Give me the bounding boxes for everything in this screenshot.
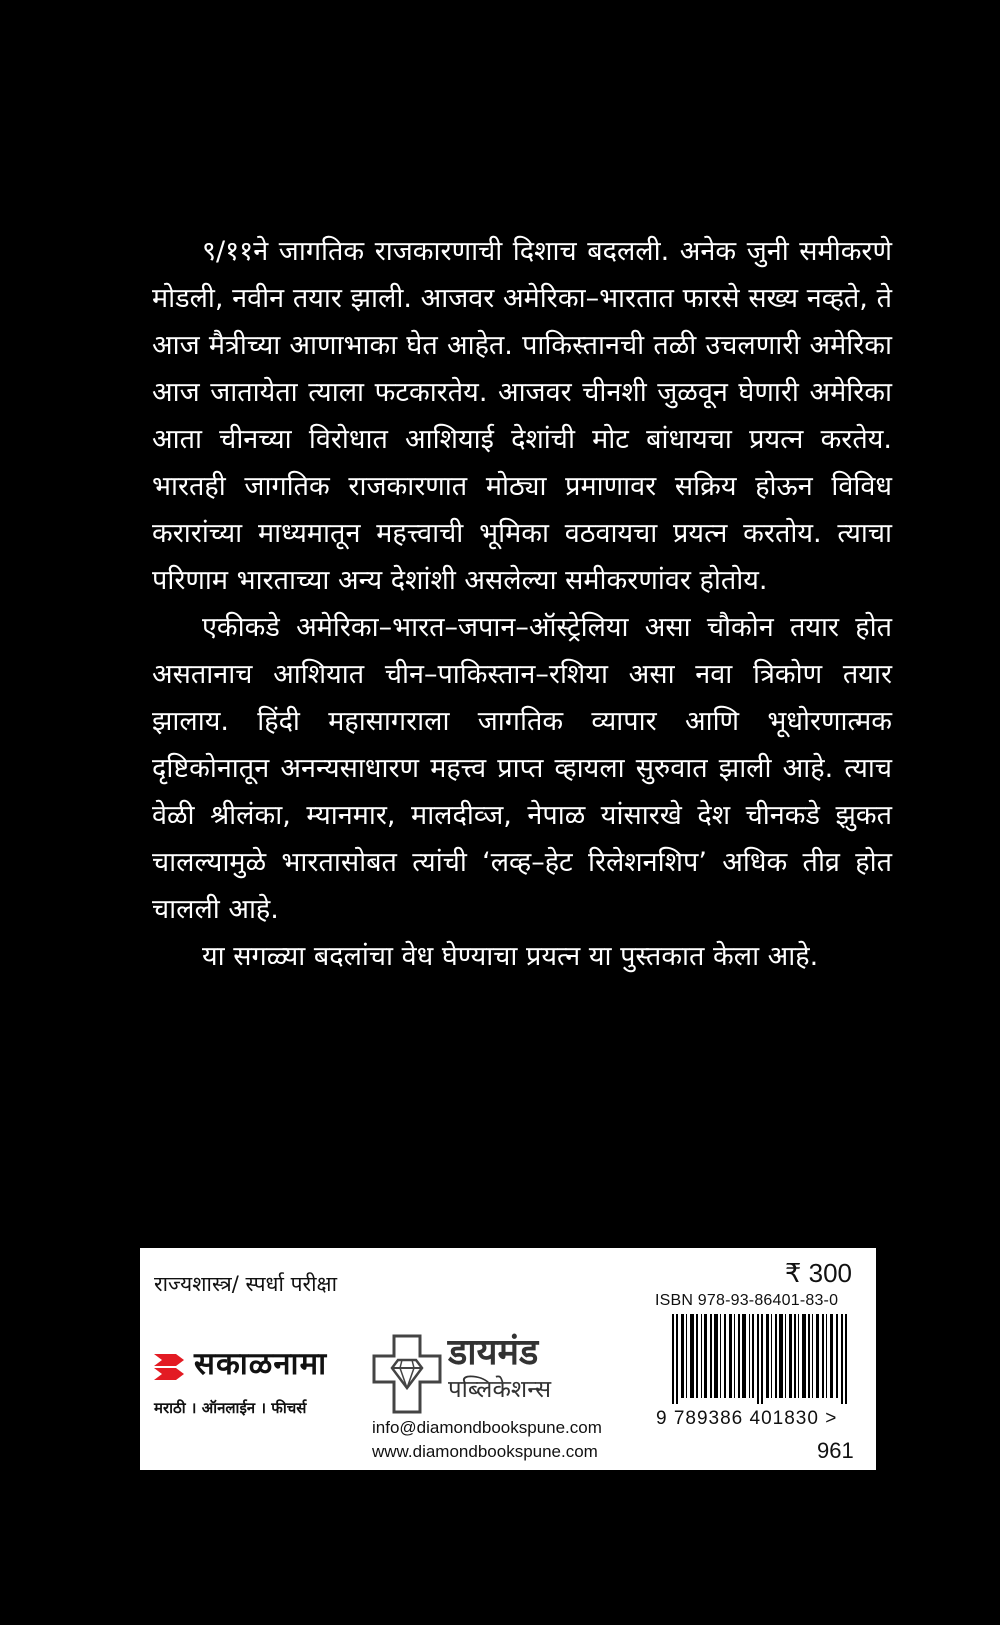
category-label: राज्यशास्त्र/ स्पर्धा परीक्षा xyxy=(154,1272,338,1296)
price-label: ₹ 300 xyxy=(784,1258,852,1288)
barcode-digits: 9 789386 401830 > xyxy=(656,1408,838,1429)
publisher-info-panel xyxy=(140,1248,876,1470)
blurb-paragraph-2: एकीकडे अमेरिका–भारत–जपान–ऑस्ट्रेलिया असा चौकोन तयार होत असतानाच आशियात चीन–पाकिस्तान–रशिया असा नवा त्रिकोण तयार झालाय. हिंदी महासागराला जागतिक व्यापार आणि भूधोरणात्मक दृष्टिकोनातून अनन्यसाधारण महत्त्व प्राप्त व्हायला सुरुवात झाली आहे. त्याच वेळी श्रीलंका, म्यानमार, मालदीव्ज, नेपाळ यांसारखे देश चीनकडे झुकत चालल्यामुळे भारतासोबत त्यांची ‘लव्ह–हेट रिलेशनशिप’ अधिक तीव्र होत चालली आहे. xyxy=(152,612,892,925)
barcode xyxy=(672,1314,847,1404)
publisher-website: www.diamondbookspune.com xyxy=(372,1442,598,1461)
diamond-icon xyxy=(372,1334,442,1414)
sakal-logo-tagline: मराठी । ऑनलाईन । फीचर्स xyxy=(154,1399,307,1417)
diamond-publications-logo xyxy=(372,1332,642,1422)
sakal-nama-logo xyxy=(154,1346,364,1416)
publisher-email: info@diamondbookspune.com xyxy=(372,1418,602,1437)
isbn-label: ISBN 978-93-86401-83-0 xyxy=(655,1292,839,1309)
diamond-logo-subtitle: पब्लिकेशन्स xyxy=(448,1375,552,1403)
price-code: 961 xyxy=(817,1438,854,1463)
diamond-logo-name: डायमंड xyxy=(448,1332,539,1373)
blurb-paragraph-3: या सगळ्या बदलांचा वेध घेण्याचा प्रयत्न या पुस्तकात केला आहे. xyxy=(202,941,819,972)
back-cover-blurb xyxy=(152,228,892,980)
sakal-arrow-icon xyxy=(154,1350,188,1384)
sakal-logo-name: सकाळनामा xyxy=(194,1346,328,1382)
blurb-paragraph-1: ९/११ने जागतिक राजकारणाची दिशाच बदलली. अनेक जुनी समीकरणे मोडली, नवीन तयार झाली. आजवर अमेरिका–भारतात फारसे सख्य नव्हते, ते आज मैत्रीच्या आणाभाका घेत आहेत. पाकिस्तानची तळी उचलणारी अमेरिका आज जातायेता त्याला फटकारतेय. आजवर चीनशी जुळवून घेणारी अमेरिका आता चीनच्या विरोधात आशियाई देशांची मोट बांधायचा प्रयत्न करतेय. भारतही जागतिक राजकारणात मोठ्या प्रमाणावर सक्रिय होऊन विविध करारांच्या माध्यमातून महत्त्वाची भूमिका वठवायचा प्रयत्न करतोय. त्याचा परिणाम भारताच्या अन्य देशांशी असलेल्या समीकरणांवर होतोय. xyxy=(152,236,892,596)
